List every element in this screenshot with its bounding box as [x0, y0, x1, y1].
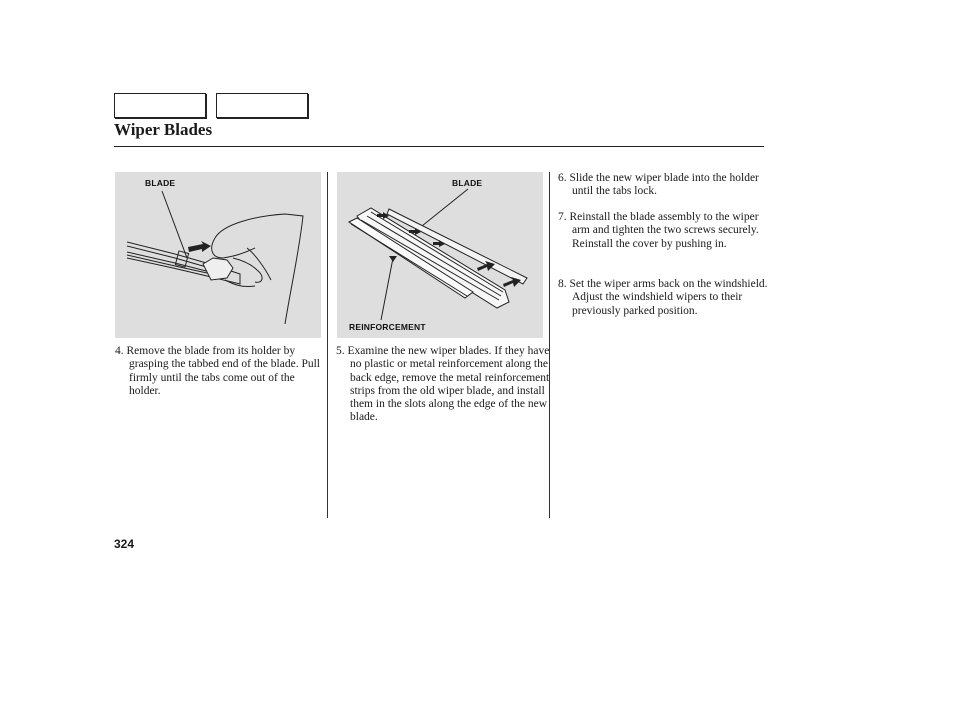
- step-4-text: 4. Remove the blade from its holder by grasping the tabbed end of the blade. Pull firmly until the tabs come out of the holder.: [115, 345, 320, 397]
- title-rule: [114, 146, 764, 147]
- step-5-text: 5. Examine the new wiper blades. If they have no plastic or metal reinforcement along the back edge, remove the metal reinforcement strips from the old wiper blade, and install them in the slots along the edge of the new blade.: [336, 345, 550, 424]
- hand-blade-drawing: [115, 172, 321, 338]
- figure-label-blade: BLADE: [145, 178, 176, 188]
- page-number: 324: [114, 537, 135, 551]
- blade-removal-illustration: [115, 172, 321, 338]
- page-title: Wiper Blades: [114, 120, 213, 139]
- blade-reinforcement-drawing: [337, 172, 543, 338]
- step-8-text: 8. Set the wiper arms back on the windshield. Adjust the windshield wipers to their previously parked position.: [558, 278, 768, 317]
- step-6-text: 6. Slide the new wiper blade into the holder until the tabs lock.: [558, 172, 759, 198]
- reinforcement-illustration: [337, 172, 543, 338]
- step-7-text: 7. Reinstall the blade assembly to the wiper arm and tighten the two screws securely. Reinstall the cover by pushing in.: [558, 211, 759, 250]
- figure-label-reinforcement: REINFORCEMENT: [349, 322, 426, 332]
- nav-tab-1[interactable]: [114, 93, 206, 118]
- nav-tab-2[interactable]: [216, 93, 308, 118]
- figure-label-blade-2: BLADE: [452, 178, 483, 188]
